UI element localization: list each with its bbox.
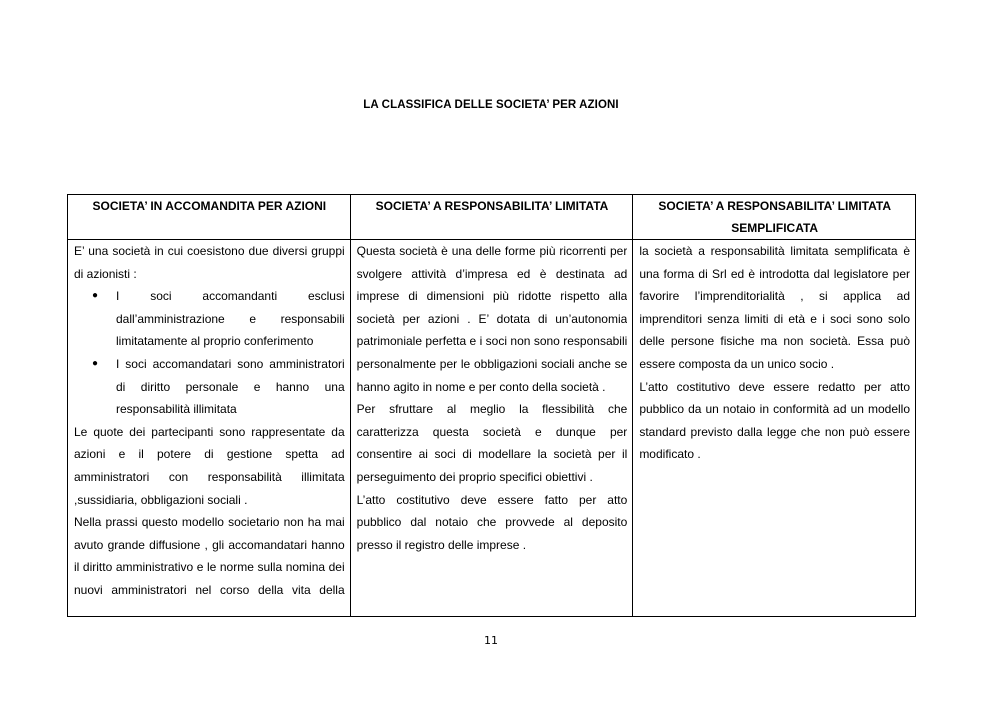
srl-paragraph: Questa società è una delle forme più ricorrenti per svolgere attività d’impresa ed è destinata ad imprese di dimensioni più ridotte rispetto alla società per azioni . E’ dotata di un’autonomia patrimoniale perfetta e i soci non sono responsabili personalmente per le obbligazioni sociali anche se hanno agito in nome e per conto della società . bbox=[356, 244, 628, 394]
list-item bbox=[92, 353, 345, 421]
sapa-paragraph: Le quote dei partecipanti sono rappresentate da azioni e il potere di gestione spetta ad amministratori con responsabilità illimitata ,sussidiaria, obbligazioni sociali . bbox=[74, 424, 345, 507]
srls-paragraph: la società a responsabilità limitata semplificata è una forma di Srl ed è introdotta dal legislatore per favorire l’imprenditorialità , si applica ad imprenditori senza limiti di età e i soci sono solo delle persone fisiche ma non società. Essa può essere composta da un unico socio . bbox=[639, 244, 910, 371]
sapa-paragraph: Nella prassi questo modello societario non ha mai avuto grande diffusione , gli accomandatari hanno il diritto amministrativo e le norme sulla nomina dei nuovi amministratori nel corso della vita della bbox=[74, 515, 345, 597]
bullet-icon: ● bbox=[92, 357, 99, 369]
bullet-icon: ● bbox=[92, 290, 99, 302]
list-item bbox=[92, 285, 345, 353]
cell-sapa bbox=[68, 240, 351, 617]
sapa-bullet-list bbox=[74, 285, 345, 421]
cell-srl bbox=[350, 240, 633, 617]
srl-paragraph: L’atto costitutivo deve essere fatto per atto pubblico dal notaio che provvede al deposito presso il registro delle imprese . bbox=[356, 492, 628, 552]
sapa-bullet-text: I soci accomandatari sono amministratori di diritto personale e hanno una responsabilità illimitata bbox=[116, 356, 345, 417]
cell-srls bbox=[633, 240, 916, 617]
page-title: LA CLASSIFICA DELLE SOCIETA’ PER AZIONI bbox=[363, 99, 619, 111]
sapa-intro: E’ una società in cui coesistono due diversi gruppi di azionisti : bbox=[74, 244, 345, 281]
header-srls: SOCIETA’ A RESPONSABILITA’ LIMITATA SEMPLIFICATA bbox=[633, 195, 916, 240]
header-srl: SOCIETA’ A RESPONSABILITA’ LIMITATA bbox=[350, 195, 633, 240]
comparison-table bbox=[67, 194, 916, 617]
table-header-row bbox=[68, 195, 916, 240]
srls-paragraph: L’atto costitutivo deve essere redatto per atto pubblico da un notaio in conformità ad un modello standard previsto dalla legge che non può essere modificato . bbox=[639, 379, 910, 462]
header-sapa: SOCIETA’ IN ACCOMANDITA PER AZIONI bbox=[68, 195, 351, 240]
srl-paragraph: Per sfruttare al meglio la flessibilità che caratterizza questa società e dunque per consentire ai soci di modellare la società per il perseguimento dei proprio specifici obiettivi . bbox=[356, 402, 628, 484]
table-body-row bbox=[68, 240, 916, 617]
sapa-bullet-text: I soci accomandanti esclusi dall’amministrazione e responsabili limitatamente al proprio conferimento bbox=[116, 289, 345, 349]
page-number: 11 bbox=[484, 634, 498, 647]
